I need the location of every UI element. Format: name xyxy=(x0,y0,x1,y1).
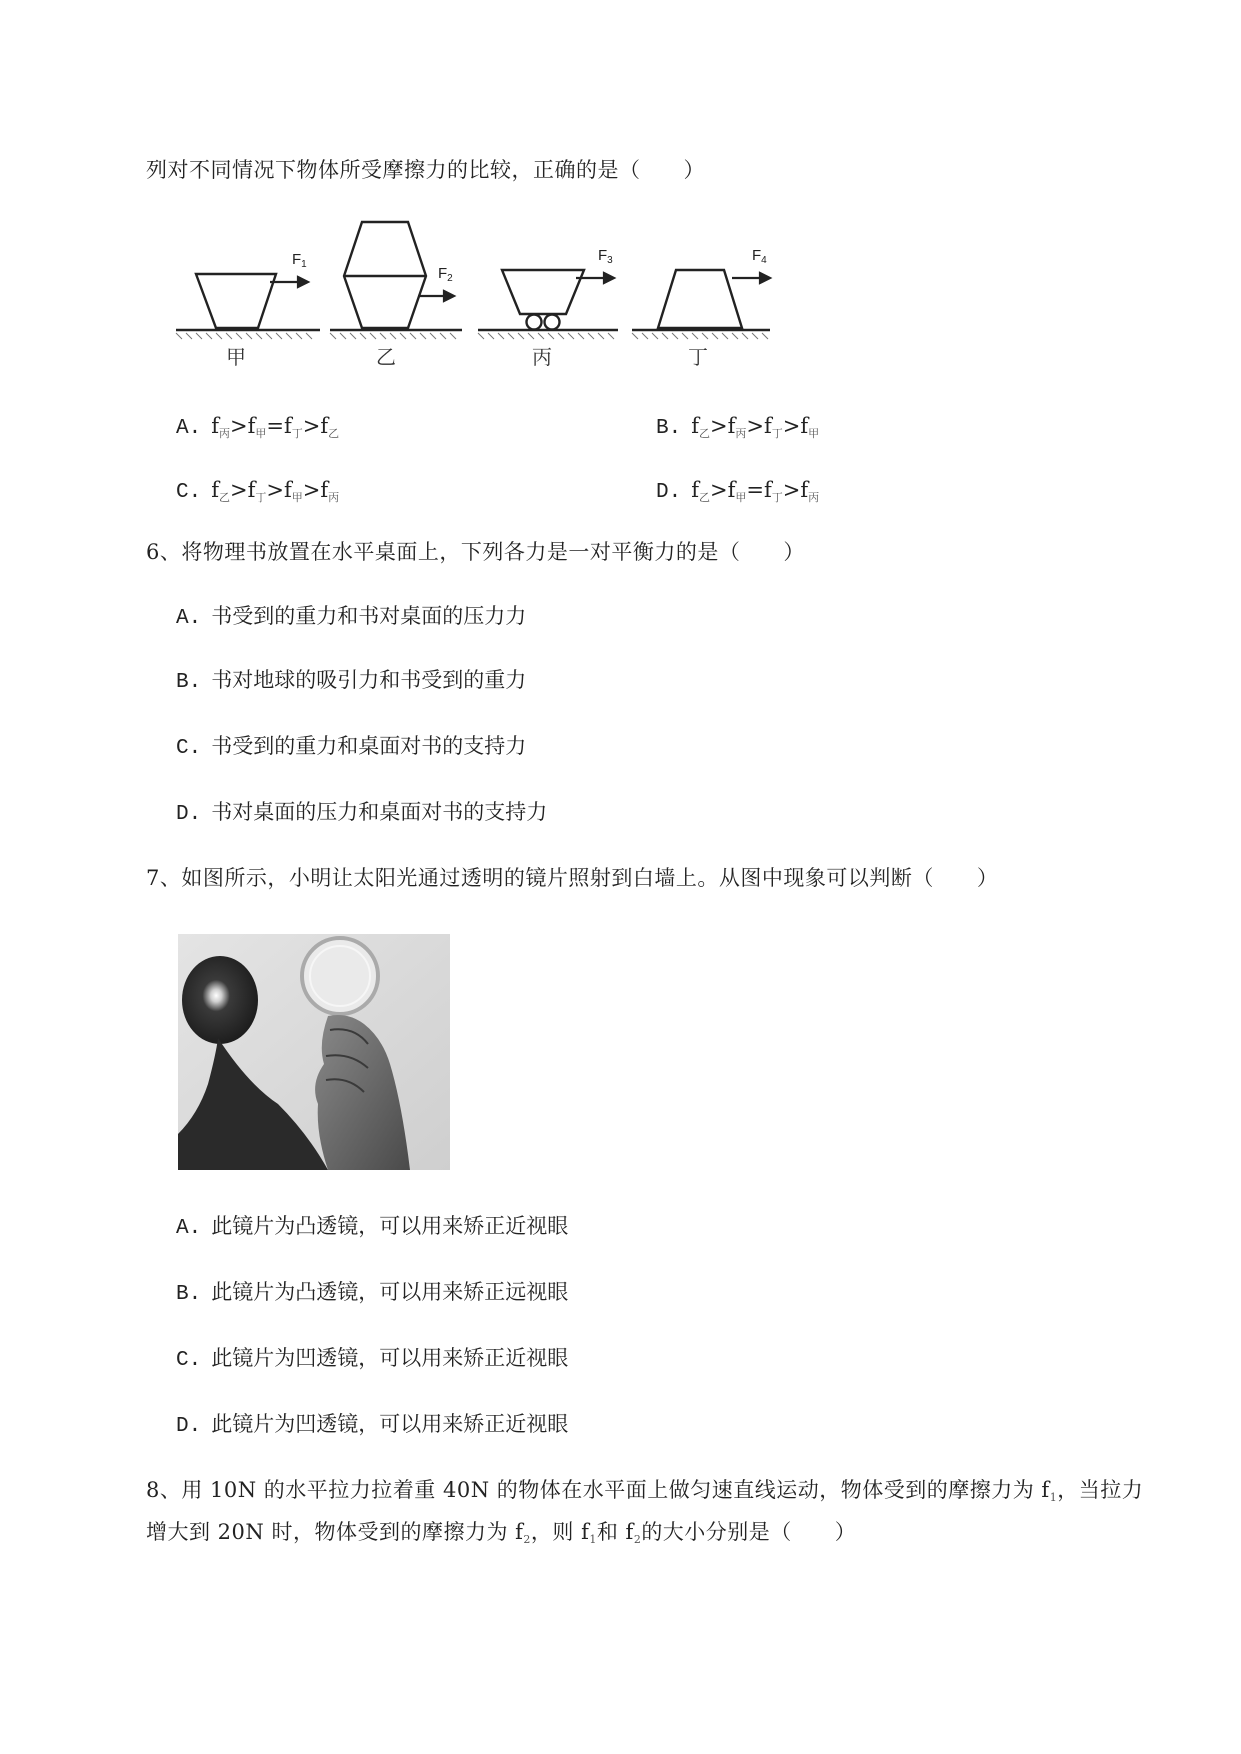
q5-stem: 列对不同情况下物体所受摩擦力的比较，正确的是（ ） xyxy=(146,158,705,182)
q5-option-c[interactable]: C. $f_乙>f_丁>f_甲>f_丙$ xyxy=(176,478,340,504)
block-ding xyxy=(658,270,742,328)
caption-jia: 甲 xyxy=(226,345,246,369)
q6-option-a[interactable]: A. 书受到的重力和书对桌面的压力力 xyxy=(176,604,527,630)
block-jia xyxy=(196,274,276,328)
q6-option-c[interactable]: C. 书受到的重力和桌面对书的支持力 xyxy=(176,734,527,760)
caption-yi: 乙 xyxy=(376,345,396,369)
block-bing xyxy=(502,270,584,314)
svg-text:F4: $F_4$ xyxy=(752,247,767,266)
force-label-1: F xyxy=(292,251,302,268)
wheel-left xyxy=(527,315,542,330)
force-label-4: F xyxy=(752,247,762,264)
caption-ding: 丁 xyxy=(688,345,708,369)
caption-bing: 丙 xyxy=(532,345,552,369)
q7-option-b[interactable]: B. 此镜片为凸透镜，可以用来矫正远视眼 xyxy=(176,1280,569,1306)
q6-stem: 6、将物理书放置在水平桌面上，下列各力是一对平衡力的是（ ） xyxy=(146,540,805,564)
svg-text:F3: $F_3$ xyxy=(598,247,613,266)
q5-option-b[interactable]: B. $f_乙>f_丙>f_丁>f_甲$ xyxy=(656,414,820,440)
svg-text:F2: $F_2$ xyxy=(438,265,453,284)
q7-option-d[interactable]: D. 此镜片为凹透镜，可以用来矫正近视眼 xyxy=(176,1412,569,1438)
q5-option-d[interactable]: D. $f_乙>f_甲=f_丁>f_丙$ xyxy=(656,478,820,504)
q5-option-a[interactable]: A. $f_丙>f_甲=f_丁>f_乙$ xyxy=(176,414,340,440)
force-label-3: F xyxy=(598,247,608,264)
lens-shadow xyxy=(182,956,258,1044)
svg-text:F1: $F_1$ xyxy=(292,251,307,270)
q8-line-1: 8、用 10N 的水平拉力拉着重 40N 的物体在水平面上做匀速直线运动，物体受到的摩擦力为 $f_1$，当拉力 xyxy=(146,1478,1144,1504)
q8-line-2: 增大到 20N 时，物体受到的摩擦力为 $f_2$，则 $f_1$和 $f_2$的大小分别是（ ） xyxy=(146,1520,857,1546)
magnifier-lens xyxy=(302,938,378,1014)
wheel-right xyxy=(545,315,560,330)
lens-photo xyxy=(178,934,450,1170)
friction-figure xyxy=(170,212,790,372)
q6-option-b[interactable]: B. 书对地球的吸引力和书受到的重力 xyxy=(176,668,527,694)
force-label-2: F xyxy=(438,265,448,282)
q7-stem: 7、如图所示，小明让太阳光通过透明的镜片照射到白墙上。从图中现象可以判断（ ） xyxy=(146,866,999,890)
q7-option-a[interactable]: A. 此镜片为凸透镜，可以用来矫正近视眼 xyxy=(176,1214,569,1240)
q6-option-d[interactable]: D. 书对桌面的压力和桌面对书的支持力 xyxy=(176,800,548,826)
q7-option-c[interactable]: C. 此镜片为凹透镜，可以用来矫正近视眼 xyxy=(176,1346,569,1372)
